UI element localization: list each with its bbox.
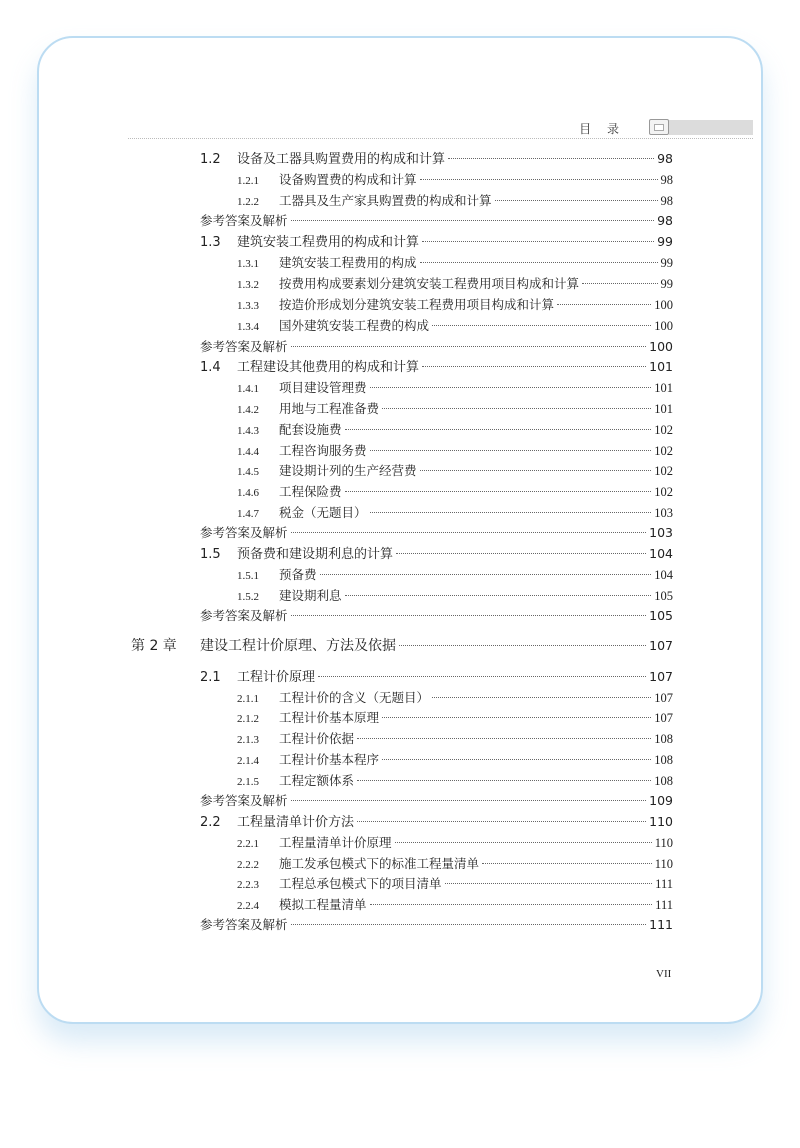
dot-leader [448,158,654,159]
toc-entry-sub[interactable] [237,896,673,914]
toc-entry-number: 1.4.4 [237,446,259,458]
dot-leader [370,450,652,451]
toc-entry-page: 104 [654,568,673,582]
toc-entry-sec[interactable] [200,233,673,251]
dot-leader [445,883,653,884]
toc-entry-page: 109 [649,793,673,808]
toc-entry-number: 2.1.3 [237,734,259,746]
toc-entry-page: 102 [654,464,673,478]
toc-entry-number: 2.1.1 [237,693,259,705]
dot-leader [557,304,651,305]
toc-entry-title: 施工发承包模式下的标准工程量清单 [279,857,480,871]
toc-entry-title: 模拟工程量清单 [279,898,367,912]
toc-entry-title: 建设期利息 [279,589,342,603]
toc-entry-number: 1.5.1 [237,570,259,582]
toc-entry-page: 108 [654,732,673,746]
toc-entry-sec[interactable] [200,813,673,831]
toc-entry-number: 2.2.2 [237,859,259,871]
toc-entry-title: 国外建筑安装工程费的构成 [279,319,430,333]
dot-leader [432,697,651,698]
toc-entry-sub[interactable] [237,483,673,501]
toc-entry-sub[interactable] [237,462,673,480]
toc-entry-page: 100 [654,298,673,312]
toc-entry-sub[interactable] [237,379,673,397]
header-title: 目 录 [579,122,625,136]
toc-entry-number: 第 2 章 [131,638,177,654]
dot-leader [345,595,652,596]
toc-entry-title: 设备及工器具购置费用的构成和计算 [237,152,446,167]
toc-entry-title: 预备费 [279,568,317,582]
toc-entry-number: 1.3.4 [237,321,259,333]
toc-entry-sub[interactable] [237,171,673,189]
toc-entry-page: 110 [654,857,673,871]
dot-leader [370,387,652,388]
toc-entry-ans[interactable] [200,212,673,230]
toc-entry-number: 2.2.3 [237,879,259,891]
toc-entry-page: 98 [657,213,673,228]
toc-entry-title: 工程计价原理 [237,670,316,685]
dot-leader [345,429,652,430]
toc-entry-number: 2.2.4 [237,900,259,912]
toc-entry-number: 1.2.2 [237,196,259,208]
toc-entry-sub[interactable] [237,254,673,272]
toc-entry-sub[interactable] [237,730,673,748]
toc-entry-number: 2.1.4 [237,755,259,767]
toc-entry-number: 2.1 [200,670,221,685]
toc-entry-page: 103 [649,525,673,540]
toc-entry-sec[interactable] [200,668,673,686]
toc-entry-number: 1.4.3 [237,425,259,437]
toc-entry-sub[interactable] [237,317,673,335]
toc-entry-sub[interactable] [237,192,673,210]
toc-entry-ans[interactable] [200,524,673,542]
toc-entry-sec[interactable] [200,358,673,376]
toc-entry-number: 1.3.1 [237,258,259,270]
toc-entry-number: 1.3.3 [237,300,259,312]
dot-leader [291,532,647,533]
toc-entry-ans[interactable] [200,607,673,625]
toc-entry-page: 100 [649,339,673,354]
toc-entry-number: 2.1.5 [237,776,259,788]
toc-entry-page: 101 [654,381,673,395]
toc-entry-title: 建设期计列的生产经营费 [279,464,417,478]
toc-entry-number: 1.5 [200,547,221,562]
toc-entry-sub[interactable] [237,855,673,873]
toc-entry-number: 1.4.1 [237,383,259,395]
toc-entry-page: 108 [654,774,673,788]
dot-leader [318,676,646,677]
toc-entry-title: 工程量清单计价方法 [237,815,355,830]
dot-leader [422,366,646,367]
toc-entry-page: 103 [654,506,673,520]
toc-entry-page: 107 [654,691,673,705]
dot-leader [420,470,652,471]
toc-entry-page: 111 [655,898,673,912]
toc-entry-title: 工程计价的含义（无题目） [279,691,430,705]
toc-entry-number: 1.2.1 [237,175,259,187]
toc-entry-title: 配套设施费 [279,423,342,437]
dot-leader [420,179,658,180]
toc-entry-chap[interactable] [131,637,673,655]
toc-entry-title: 参考答案及解析 [200,213,288,228]
toc-entry-title: 工程量清单计价原理 [279,836,392,850]
dot-leader [345,491,652,492]
toc-entry-title: 参考答案及解析 [200,917,288,932]
dot-leader [291,346,647,347]
toc-entry-title: 参考答案及解析 [200,525,288,540]
toc-entry-number: 2.2 [200,815,221,830]
toc-entry-number: 1.3.2 [237,279,259,291]
toc-entry-title: 工程建设其他费用的构成和计算 [237,360,420,375]
toc-entry-title: 参考答案及解析 [200,793,288,808]
toc-entry-title: 预备费和建设期利息的计算 [237,547,394,562]
toc-entry-page: 99 [660,277,673,291]
toc-entry-page: 110 [654,836,673,850]
dot-leader [291,615,647,616]
dot-leader [382,408,651,409]
toc-entry-sub[interactable] [237,442,673,460]
toc-entry-page: 110 [649,814,673,829]
toc-entry-number: 2.2.1 [237,838,259,850]
dot-leader [357,738,651,739]
toc-entry-title: 工程总承包模式下的项目清单 [279,877,442,891]
dot-leader [291,800,647,801]
toc-entry-title: 工器具及生产家具购置费的构成和计算 [279,194,492,208]
toc-entry-page: 98 [660,173,673,187]
toc-entry-page: 107 [649,669,673,684]
toc-entry-sub[interactable] [237,400,673,418]
toc-entry-title: 建筑安装工程费用的构成和计算 [237,235,420,250]
toc-entry-title: 设备购置费的构成和计算 [279,173,417,187]
dot-leader [382,717,651,718]
toc-entry-page: 105 [649,608,673,623]
toc-entry-title: 工程计价基本原理 [279,711,380,725]
dot-leader [495,200,658,201]
dot-leader [396,553,646,554]
toc-entry-sub[interactable] [237,709,673,727]
toc-entry-title: 用地与工程准备费 [279,402,380,416]
dot-leader [582,283,657,284]
toc-entry-page: 111 [655,877,673,891]
toc-entry-number: 1.5.2 [237,591,259,603]
toc-entry-ans[interactable] [200,916,673,934]
dot-leader [357,780,651,781]
dot-leader [420,262,658,263]
toc-entry-sec[interactable] [200,545,673,563]
toc-entry-sub[interactable] [237,421,673,439]
toc-entry-page: 105 [654,589,673,603]
toc-entry-ans[interactable] [200,338,673,356]
dot-leader [320,574,652,575]
toc-entry-sub[interactable] [237,689,673,707]
toc-entry-title: 项目建设管理费 [279,381,367,395]
toc-entry-number: 1.2 [200,152,221,167]
toc-entry-page: 107 [649,638,673,653]
toc-entry-title: 参考答案及解析 [200,608,288,623]
dot-leader [395,842,652,843]
dot-leader [370,904,653,905]
toc-entry-page: 102 [654,423,673,437]
toc-entry-sub[interactable] [237,875,673,893]
toc-entry-sub[interactable] [237,275,673,293]
toc-entry-title: 建筑安装工程费用的构成 [279,256,417,270]
dot-leader [399,645,646,646]
toc-entry-number: 1.4.7 [237,508,259,520]
toc-entry-title: 工程咨询服务费 [279,444,367,458]
toc-entry-page: 101 [654,402,673,416]
dot-leader [357,821,646,822]
toc-entry-page: 98 [657,151,673,166]
toc-entry-sub[interactable] [237,751,673,769]
toc-entry-ans[interactable] [200,792,673,810]
dot-leader [382,759,651,760]
toc-entry-sub[interactable] [237,834,673,852]
toc-entry-title: 工程定额体系 [279,774,355,788]
dot-leader [291,220,655,221]
toc-entry-page: 111 [649,917,673,932]
toc-entry-number: 1.4.5 [237,466,259,478]
toc-entry-page: 108 [654,753,673,767]
dot-leader [432,325,651,326]
toc-entry-number: 1.4.6 [237,487,259,499]
toc-entry-title: 工程计价依据 [279,732,355,746]
toc-entry-sub[interactable] [237,772,673,790]
dot-leader [422,241,654,242]
toc-entry-sub[interactable] [237,587,673,605]
toc-entry-title: 按造价形成划分建筑安装工程费用项目构成和计算 [279,298,555,312]
toc-entry-title: 建设工程计价原理、方法及依据 [200,638,396,654]
toc-entry-page: 99 [657,234,673,249]
toc-entry-title: 按费用构成要素划分建筑安装工程费用项目构成和计算 [279,277,580,291]
toc-entry-sub[interactable] [237,504,673,522]
dot-leader [291,924,647,925]
toc-entry-page: 104 [649,546,673,561]
toc-entry-title: 工程计价基本程序 [279,753,380,767]
toc-entry-number: 2.1.2 [237,713,259,725]
toc-entry-page: 99 [660,256,673,270]
toc-entry-page: 100 [654,319,673,333]
toc-entry-page: 101 [649,359,673,374]
toc-entry-title: 税金（无题目） [279,506,367,520]
toc-entry-page: 107 [654,711,673,725]
dot-leader [482,863,652,864]
toc-entry-number: 1.3 [200,235,221,250]
dot-leader [370,512,652,513]
toc-entry-number: 1.4 [200,360,221,375]
toc-entry-page: 98 [660,194,673,208]
toc-entry-page: 102 [654,444,673,458]
page-number: VII [656,968,672,980]
toc-entry-title: 参考答案及解析 [200,339,288,354]
toc-entry-sub[interactable] [237,296,673,314]
toc-entry-sec[interactable] [200,150,673,168]
toc-entry-page: 102 [654,485,673,499]
toc-entry-sub[interactable] [237,566,673,584]
toc-entry-title: 工程保险费 [279,485,342,499]
toc-entry-number: 1.4.2 [237,404,259,416]
